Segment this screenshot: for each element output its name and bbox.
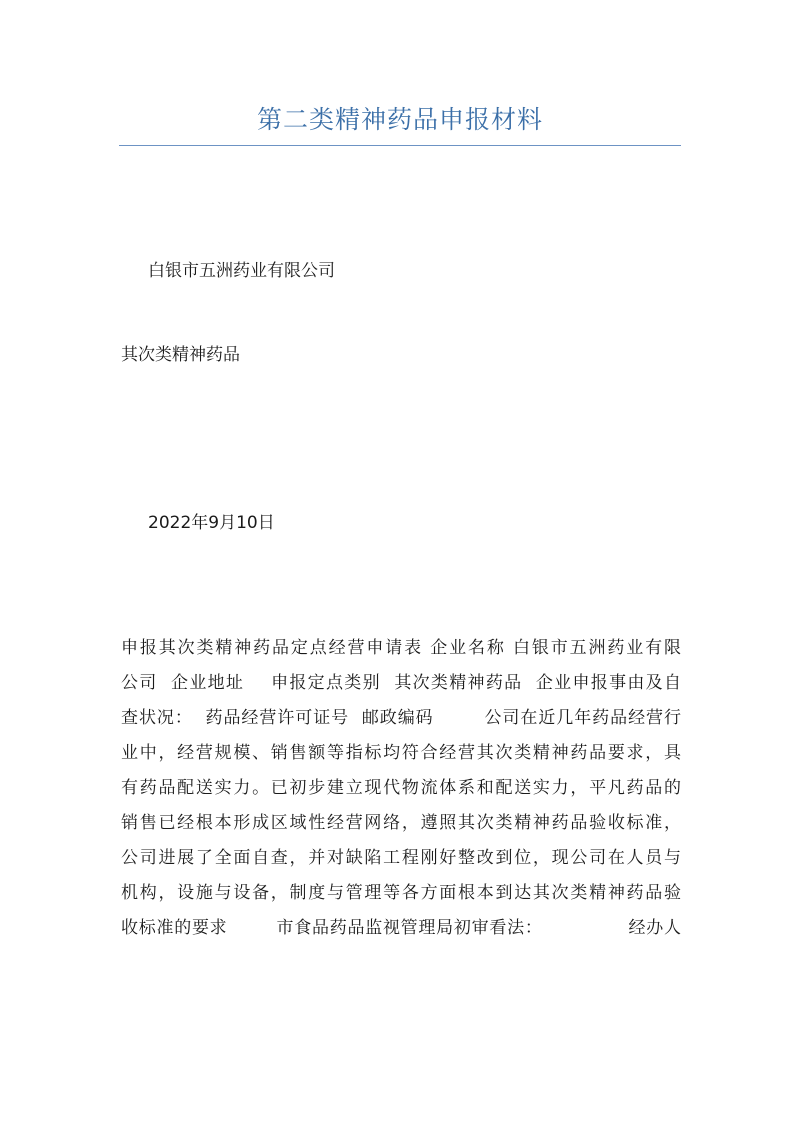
document-date: 2022年9月10日 <box>148 513 275 533</box>
body-line: 收标准的要求 市食品药品监视管理局初审看法： 经办人 <box>121 918 681 938</box>
body-line: 有药品配送实力。已初步建立现代物流体系和配送实力，平凡药品的 <box>121 778 681 798</box>
title-underline <box>119 145 681 146</box>
body-text <box>121 636 681 951</box>
document-title: 第二类精神药品申报材料 <box>256 105 543 134</box>
body-line: 销售已经根本形成区域性经营网络，遵照其次类精神药品验收标准， <box>121 813 681 833</box>
body-line: 查状况： 药品经营许可证号 邮政编码 公司在近几年药品经营行 <box>121 708 681 728</box>
body-line: 申报其次类精神药品定点经营申请表 企业名称 白银市五洲药业有限 <box>121 638 681 658</box>
body-line: 公司进展了全面自查，并对缺陷工程刚好整改到位，现公司在人员与 <box>121 848 681 868</box>
body-line: 业中，经营规模、销售额等指标均符合经营其次类精神药品要求，具 <box>121 743 681 763</box>
body-line: 机构，设施与设备，制度与管理等各方面根本到达其次类精神药品验 <box>121 883 681 903</box>
company-name: 白银市五洲药业有限公司 <box>148 261 335 281</box>
body-line: 公司 企业地址 申报定点类别 其次类精神药品 企业申报事由及自 <box>121 673 681 693</box>
drug-category: 其次类精神药品 <box>121 345 240 365</box>
